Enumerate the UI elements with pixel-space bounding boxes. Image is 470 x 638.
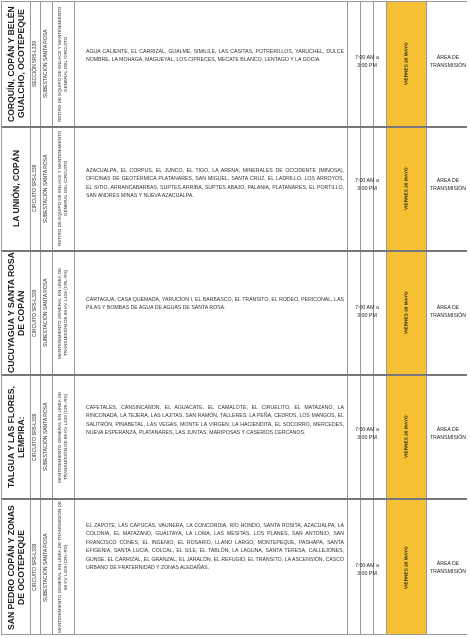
responsible-area: ÁREA DE TRANSMISIÓN xyxy=(429,55,467,69)
affected-communities: EL ZAPOTE, LAS CAPUCAS, VAUNERA, LA CONCORDIA, RÍO HONDO, SANTA ROSITA, AZACUALPA, LA COLONIA, EL MATAZANO, GUALTAYA, LA LOMA, LAS MESITAS, LOS PLANES, SAN ANTONIO, SAN FRANCISCO CONES, EL INGENIO, EL ROSARIO, LLANO LARGO, MONTEPEQUE, PASHAPA, SANTA EFIGENIA, SANTA LUCÍA, COLCAL, EL SILE, EL TABLÓN, LA LAGUNA, SANTA TERESA, CALLEJONES, GUNSE, EL CARRIZAL, EL GRANZAL, EL JARALÓN, EL REFUGIO, EL TRÁNSITO, LA ASCENSIÓN, CASCO URBANO DE FRATERNIDAD Y ZONAS ALEDAÑAS. xyxy=(86,523,344,572)
region-name: LA UNIÓN, COPÁN xyxy=(11,149,21,228)
substation-label: SUBESTACIÓN SANTA ROSA xyxy=(43,402,49,472)
affected-communities: AGUA CALIENTE, EL CARRIZAL, GUALME, SIMILILE, LAS CASITAS, POTRERILLOS, YARUCHEL, DULCE NOMBRE, LA MOHAGA, MAGUEYAL, LOS CIPRECES, MECATE BLANCO, LENTAGO Y LA GOCIA. xyxy=(86,49,344,64)
schedule-time: 7:00 AM a 3:00 PM xyxy=(355,55,379,69)
outage-schedule-table xyxy=(1,1,467,635)
region-name: TALGUA Y LAS FLORES, LEMPIRA: xyxy=(6,386,26,488)
substation-label: SUBESTACIÓN SANTA ROSA xyxy=(43,533,49,602)
region-name: CUCUYAGUA Y SANTA ROSA DE COPÁN xyxy=(6,252,26,374)
column-divider xyxy=(347,2,348,634)
affected-communities: CAFETALES, CANSINCANON, EL AGUACATE, EL CAMALOTE, EL CIRUELITO, EL MATAZANO, LA RINCONADA, LA TEJERA, LAS LAJITAS, SAN RAMÓN, TALLERES, LA PEÑA, CEDROS, LOS MANGOS, EL SALITRÓN, PINABETAL, LAS VEGAS, MONTE LA VIRGEN, LA HACIENDITA, EL SOCORRO, MERCEDES, NUEVA ESPERANZA, PLATANARES, LAS JUNTAS, MARIPOSAS Y CASERÍOS CERCANOS. xyxy=(86,405,344,437)
maintenance-description: MANTENIMIENTO GENERAL EN LÍNEA DE TRANSMISIÓN DE 69 KV L429 (CRL-RS) xyxy=(57,267,68,359)
responsible-area: ÁREA DE TRANSMISIÓN xyxy=(429,561,467,575)
substation-label: SUBESTACIÓN SANTA ROSA xyxy=(43,154,49,223)
region-name: SAN PEDRO COPÁN Y ZONAS DE OCOTEPEQUE xyxy=(6,505,26,630)
outage-date: VIERNES 26 MAYO xyxy=(403,291,409,335)
substation-label: SUBESTACIÓN SANTA ROSA xyxy=(43,278,49,348)
maintenance-description: MANTENIMIENTO GENERAL EN LÍNEA DE TRANSMISIÓN DE 69 KV L429 (CRL-RS) xyxy=(57,501,68,634)
outage-date: VIERNES 26 MAYO xyxy=(403,415,409,459)
responsible-area: ÁREA DE TRANSMISIÓN xyxy=(429,305,467,319)
responsible-area: ÁREA DE TRANSMISIÓN xyxy=(429,427,467,441)
affected-communities: AZACUALPA, EL CORPUS, EL JUNCO, EL TIGO, LA ARENA, MINERALES DE OCCIDENTE (MINOSA), OFICINAS DE GEOTÉRMICA PLATANARES, SAN MIGUEL, SANTA CRUZ, EL LADRILLO, LOS ARROYOS, EL SITIO, ARRANCABARBAS, SUPTES ARRIBA, SUPTES ABAJO, PALANIA, PLATANARES, EL PORTILLO, SAN ANDRÉS MINAS Y NUEVA AZACUALPA. xyxy=(86,168,344,200)
circuit-label: CIRCUITO 5R5-L339 xyxy=(32,289,38,337)
schedule-time: 7:00 AM a 3:00 PM xyxy=(355,563,379,577)
schedule-time: 7:00 AM a 3:00 PM xyxy=(355,427,379,441)
circuit-label: SECCIÓN 5R5-L339 xyxy=(32,40,38,88)
column-divider xyxy=(74,2,75,634)
outage-date: VIERNES 26 MAYO xyxy=(403,167,409,210)
maintenance-description: MANTENIMIENTO GENERAL EN LÍNEA DE TRANSMISIÓN DE 69 KV L429 (CRL-RS) xyxy=(57,391,68,483)
circuit-label: CIRCUITO 5R5-L338 xyxy=(32,164,38,213)
maintenance-description: RETIRO DE EQUIPO DE ENLACE Y MANTENIMIENTO GENERAL DEL CIRCUITO xyxy=(57,130,68,247)
substation-label: SUBESTACIÓN SANTA ROSA xyxy=(43,29,49,99)
outage-date: VIERNES 26 MAYO xyxy=(403,42,409,86)
affected-communities: CARTAGUA, CASA QUEMADA, YARUCÍON I, EL BARBASCO, EL TRÁNSITO, EL RODEO, PERICONAL, LAS PILAS Y BOMBAS DE AGUA DE AGUAS DE SANTA ROSA. xyxy=(86,297,344,312)
outage-date: VIERNES 26 MAYO xyxy=(403,546,409,589)
circuit-label: CIRCUITO 5R5-L339 xyxy=(32,543,38,592)
maintenance-description: RETIRO DE EQUIPO DE ENLACE Y MANTENIMIENTO GENERAL DEL CIRCUITO xyxy=(57,6,68,122)
responsible-area: ÁREA DE TRANSMISIÓN xyxy=(429,178,467,192)
region-name: CORQUÍN, COPÁN Y BELÉN GUALCHO, OCOTEPEQUE xyxy=(6,6,26,122)
schedule-time: 7:00 AM a 3:00 PM xyxy=(355,178,379,192)
schedule-time: 7:00 AM a 3:00 PM xyxy=(355,305,379,319)
circuit-label: CIRCUITO 5R5-L339 xyxy=(32,413,38,461)
